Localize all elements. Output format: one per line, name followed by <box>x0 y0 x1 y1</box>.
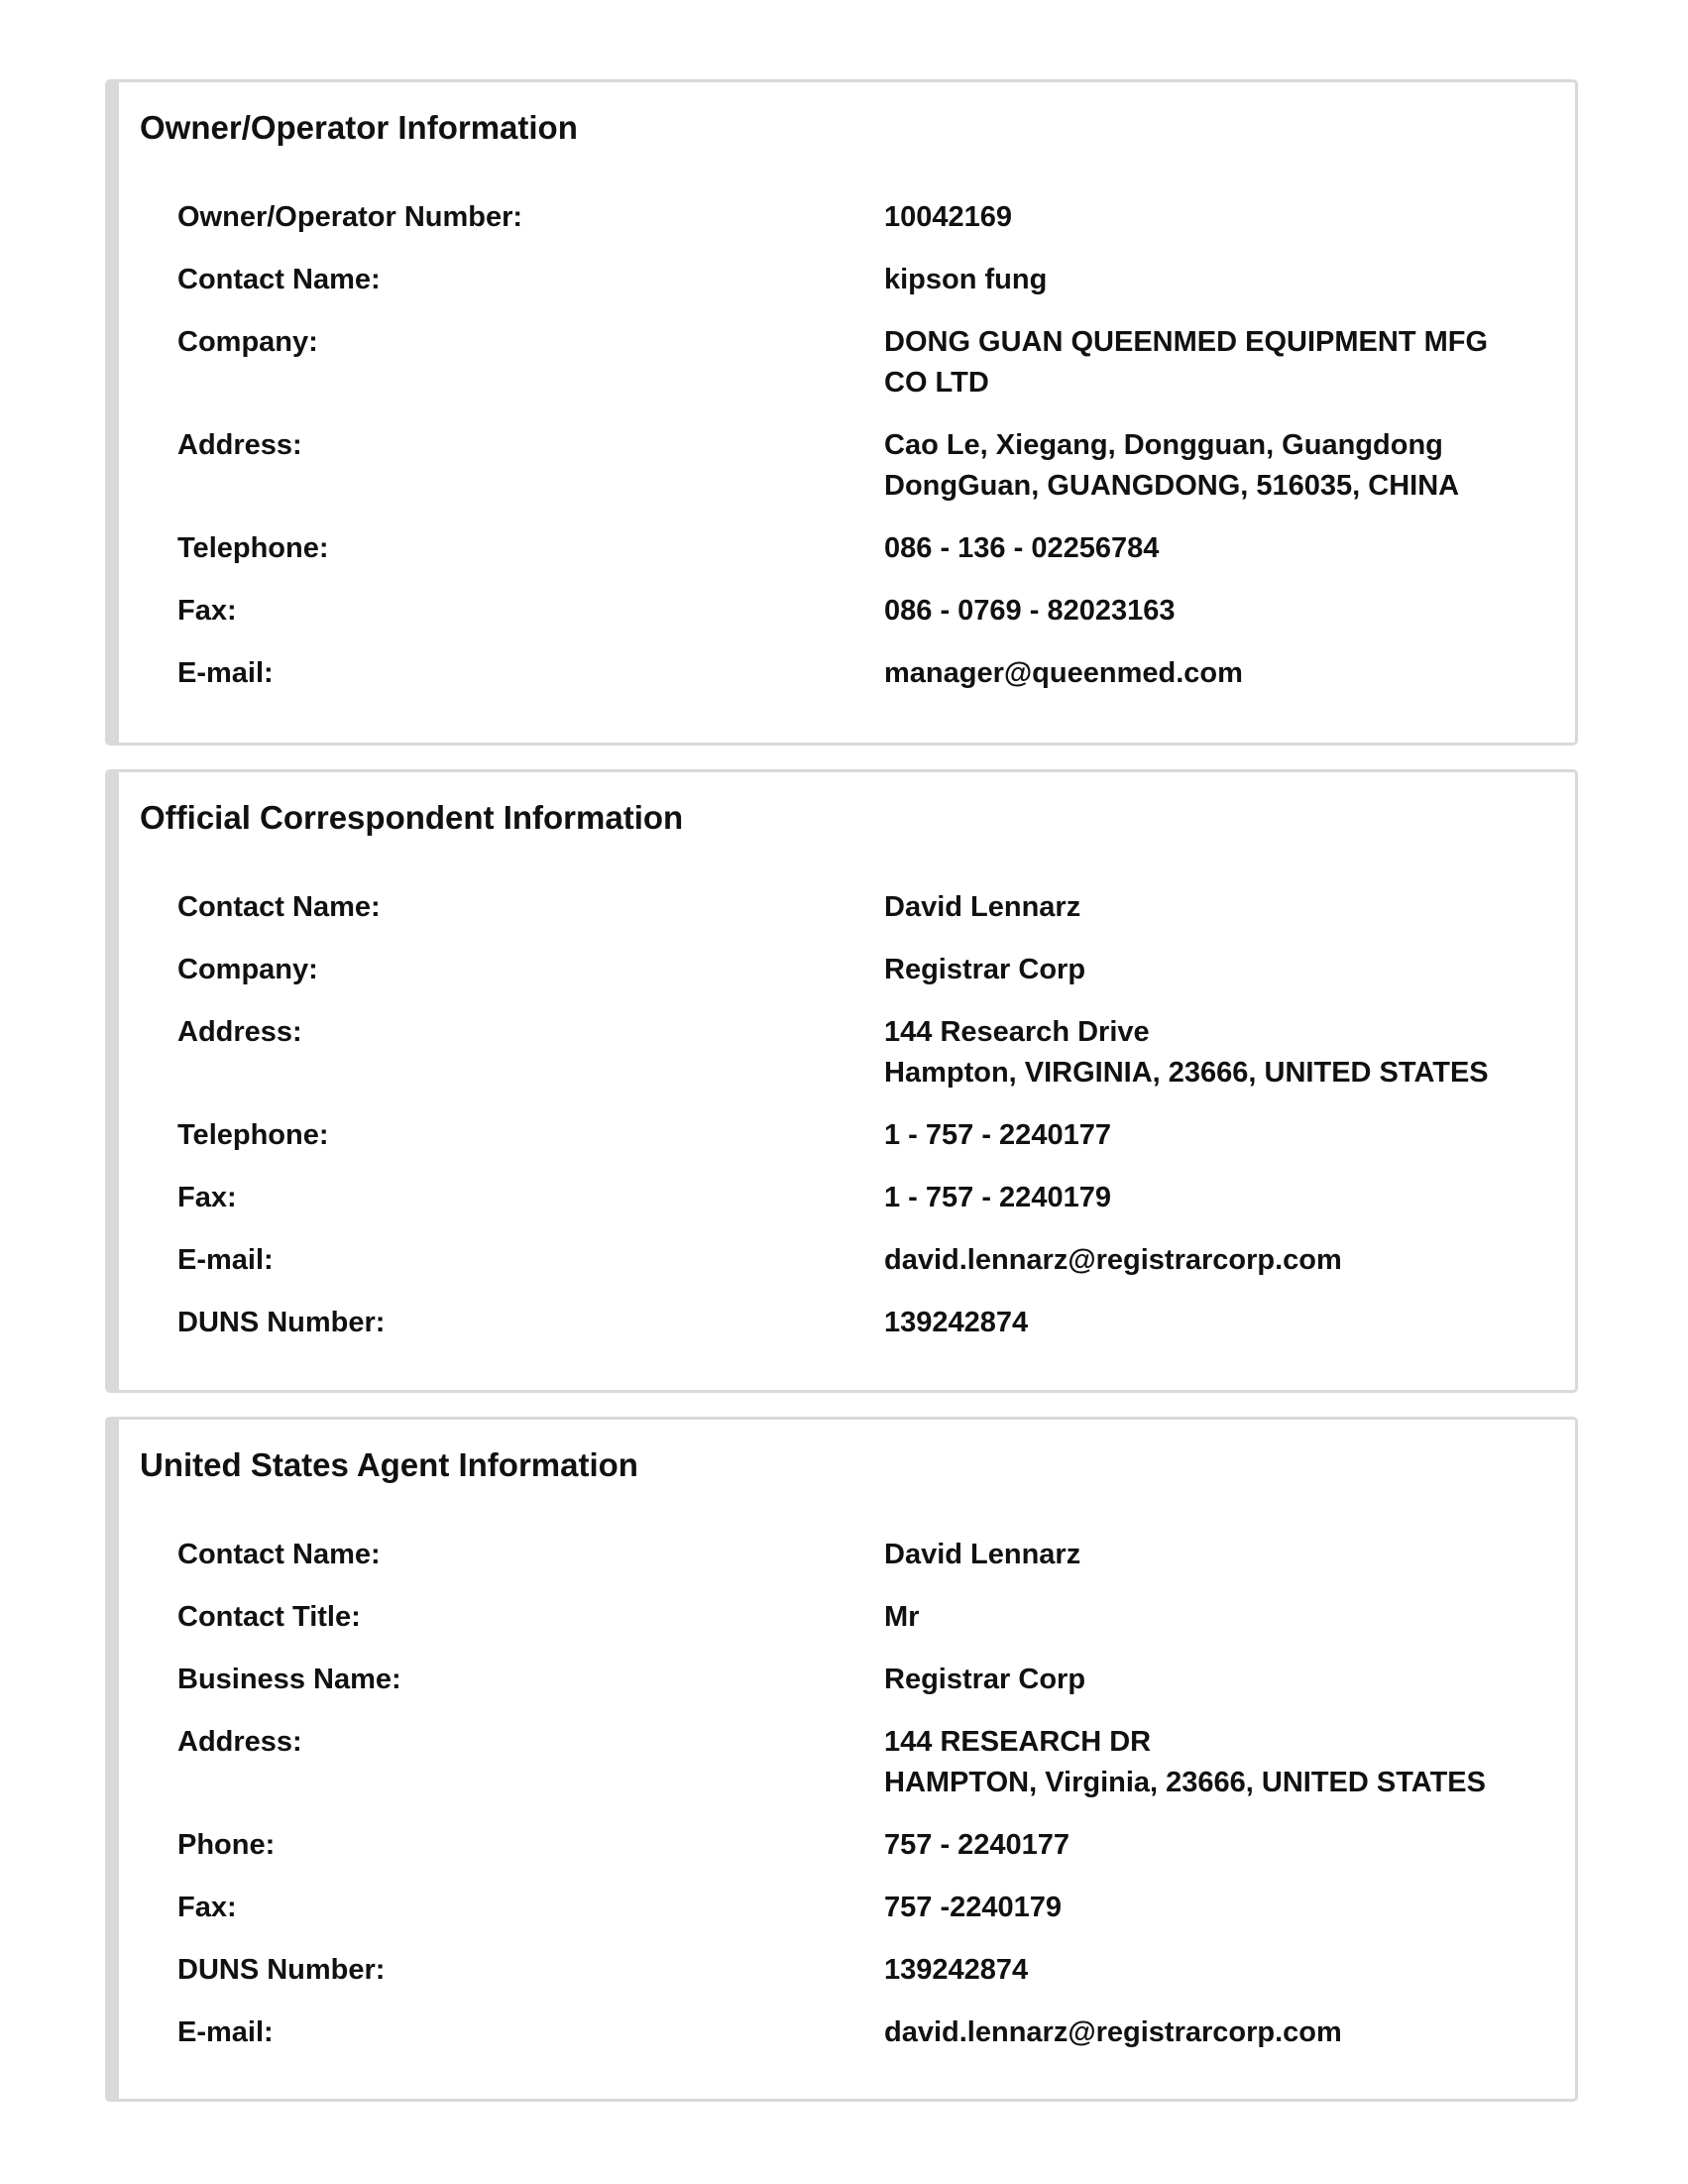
field-label: Fax: <box>177 1182 237 1213</box>
field-label: Address: <box>177 1016 302 1048</box>
field-label: DUNS Number: <box>177 1307 386 1338</box>
field-value <box>884 1825 1535 1866</box>
field-value <box>884 1597 1535 1638</box>
field-row-address <box>177 425 1535 507</box>
field-list <box>177 887 1535 1365</box>
value-line: kipson fung <box>884 264 1048 295</box>
field-value <box>884 1660 1535 1700</box>
field-label: Telephone: <box>177 532 329 564</box>
field-label: E-mail: <box>177 1244 274 1276</box>
section-title: Official Correspondent Information <box>140 799 684 836</box>
value-line: david.lennarz@registrarcorp.com <box>884 2016 1342 2048</box>
field-label: Contact Name: <box>177 891 381 923</box>
owner-operator-section <box>105 79 1578 746</box>
field-label: Address: <box>177 429 302 461</box>
field-label: E-mail: <box>177 2016 274 2048</box>
field-value <box>884 950 1535 990</box>
field-label: Fax: <box>177 1892 237 1923</box>
field-row-company <box>177 322 1535 403</box>
value-line: 144 RESEARCH DR <box>884 1726 1152 1758</box>
field-value <box>884 1535 1535 1575</box>
field-value <box>884 1240 1535 1281</box>
field-list <box>177 1535 1535 2075</box>
field-row-fax <box>177 1178 1535 1218</box>
value-line: Hampton, VIRGINIA, 23666, UNITED STATES <box>884 1057 1489 1089</box>
value-line: HAMPTON, Virginia, 23666, UNITED STATES <box>884 1767 1486 1798</box>
field-value <box>884 197 1535 238</box>
value-line: 139242874 <box>884 1954 1029 1986</box>
field-value <box>884 1722 1535 1803</box>
field-row-contact-name <box>177 1535 1535 1575</box>
field-row-duns-number <box>177 1950 1535 1991</box>
field-row-address <box>177 1012 1535 1093</box>
us-agent-section <box>105 1417 1578 2102</box>
value-line: Registrar Corp <box>884 1664 1086 1695</box>
field-value <box>884 1950 1535 1991</box>
field-row-email <box>177 653 1535 694</box>
field-value <box>884 1115 1535 1156</box>
value-line: 144 Research Drive <box>884 1016 1150 1048</box>
field-label: Owner/Operator Number: <box>177 201 523 233</box>
field-label: E-mail: <box>177 657 274 689</box>
value-line: David Lennarz <box>884 891 1081 923</box>
field-value <box>884 1303 1535 1343</box>
official-correspondent-section <box>105 769 1578 1393</box>
field-row-contact-title <box>177 1597 1535 1638</box>
field-label: DUNS Number: <box>177 1954 386 1986</box>
field-row-contact-name <box>177 260 1535 300</box>
field-label: Business Name: <box>177 1664 401 1695</box>
field-label: Contact Name: <box>177 1539 381 1570</box>
field-value <box>884 260 1535 300</box>
field-label: Company: <box>177 954 318 985</box>
field-row-business-name <box>177 1660 1535 1700</box>
field-label: Contact Title: <box>177 1601 361 1633</box>
field-row-telephone <box>177 1115 1535 1156</box>
field-row-contact-name <box>177 887 1535 928</box>
field-value <box>884 887 1535 928</box>
value-line: 139242874 <box>884 1307 1029 1338</box>
field-label: Phone: <box>177 1829 276 1861</box>
field-value <box>884 528 1535 569</box>
value-line: 10042169 <box>884 201 1013 233</box>
value-line: 086 - 136 - 02256784 <box>884 532 1160 564</box>
field-value <box>884 1178 1535 1218</box>
value-line: DongGuan, GUANGDONG, 516035, CHINA <box>884 470 1460 502</box>
field-row-email <box>177 1240 1535 1281</box>
field-label: Company: <box>177 326 318 358</box>
field-value <box>884 322 1535 403</box>
field-row-telephone <box>177 528 1535 569</box>
field-label: Address: <box>177 1726 302 1758</box>
field-row-fax <box>177 1888 1535 1928</box>
value-line: 1 - 757 - 2240177 <box>884 1119 1111 1151</box>
value-line: 086 - 0769 - 82023163 <box>884 595 1176 627</box>
value-line: CO LTD <box>884 367 989 399</box>
value-line: DONG GUAN QUEENMED EQUIPMENT MFG <box>884 326 1489 358</box>
field-row-address <box>177 1722 1535 1803</box>
field-row-email <box>177 2012 1535 2053</box>
field-row-fax <box>177 591 1535 632</box>
field-list <box>177 197 1535 716</box>
field-row-phone <box>177 1825 1535 1866</box>
value-line: Cao Le, Xiegang, Dongguan, Guangdong <box>884 429 1443 461</box>
field-value <box>884 425 1535 507</box>
value-line: david.lennarz@registrarcorp.com <box>884 1244 1342 1276</box>
field-value <box>884 1012 1535 1093</box>
field-row-duns-number <box>177 1303 1535 1343</box>
field-label: Fax: <box>177 595 237 627</box>
field-row-company <box>177 950 1535 990</box>
field-value <box>884 1888 1535 1928</box>
field-value <box>884 653 1535 694</box>
value-line: 757 - 2240177 <box>884 1829 1070 1861</box>
value-line: 757 -2240179 <box>884 1892 1062 1923</box>
value-line: manager@queenmed.com <box>884 657 1243 689</box>
field-label: Contact Name: <box>177 264 381 295</box>
value-line: Mr <box>884 1601 920 1633</box>
section-title: United States Agent Information <box>140 1446 638 1483</box>
value-line: David Lennarz <box>884 1539 1081 1570</box>
section-title: Owner/Operator Information <box>140 109 578 146</box>
value-line: 1 - 757 - 2240179 <box>884 1182 1111 1213</box>
field-value <box>884 591 1535 632</box>
field-row-owner-operator-number <box>177 197 1535 238</box>
value-line: Registrar Corp <box>884 954 1086 985</box>
field-label: Telephone: <box>177 1119 329 1151</box>
field-value <box>884 2012 1535 2053</box>
